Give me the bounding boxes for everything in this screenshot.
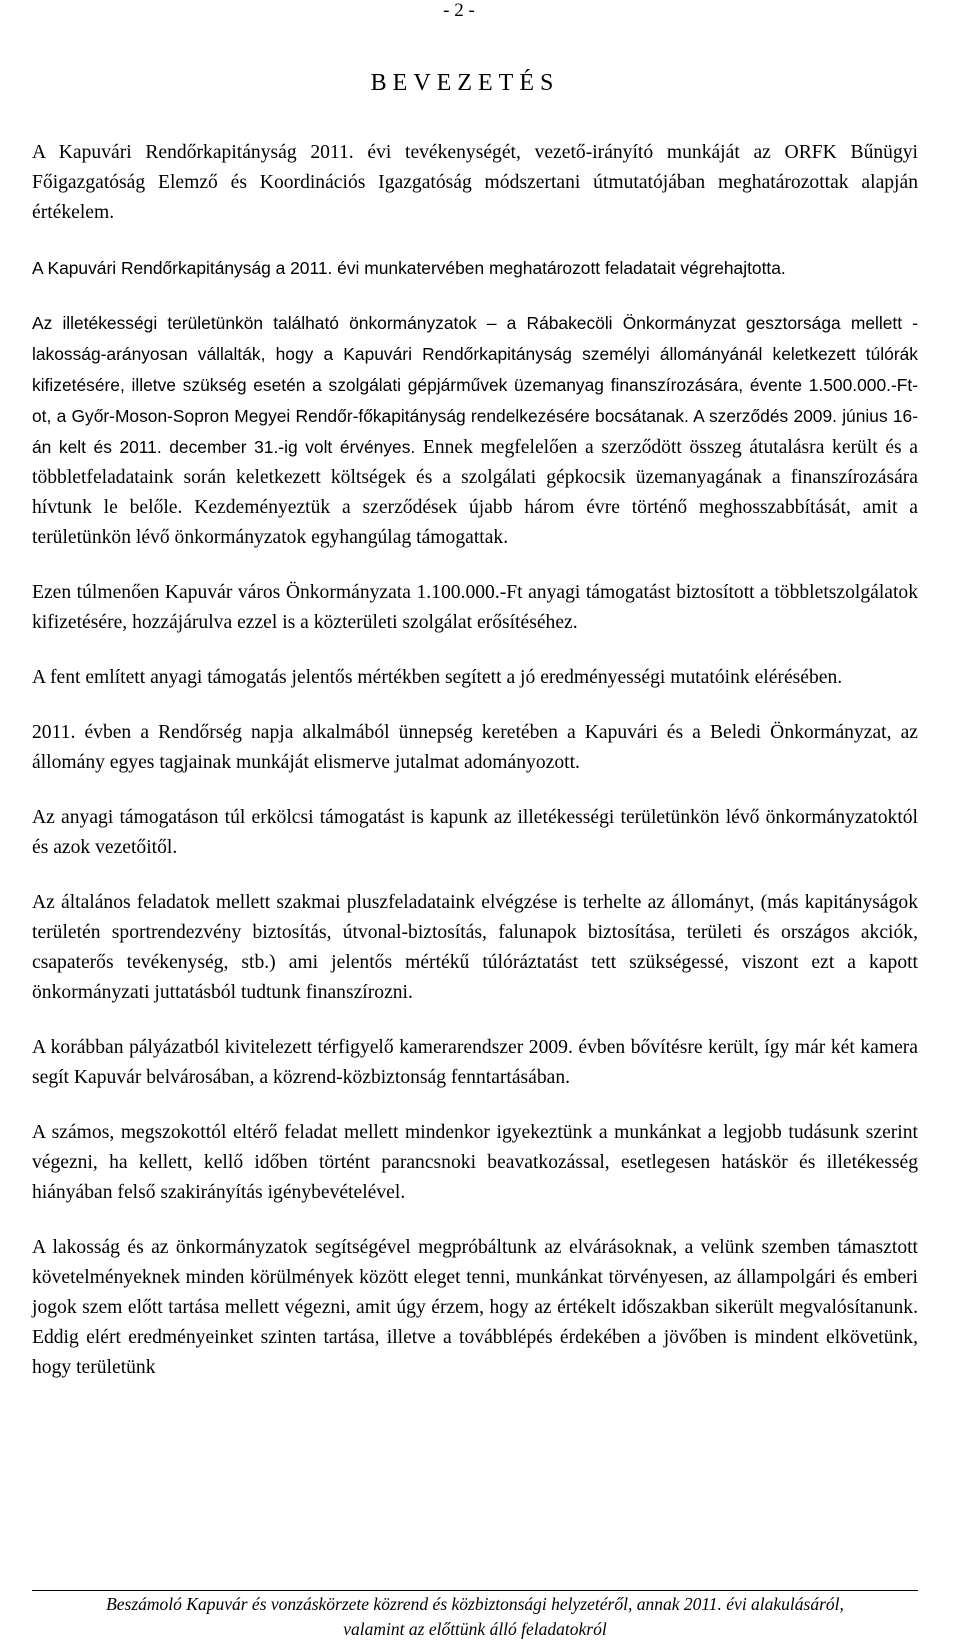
footer-line-2: valamint az előttünk álló feladatokról [343, 1619, 607, 1639]
footer-line-1: Beszámoló Kapuvár és vonzáskörzete közrend és közbiztonsági helyzetéről, annak 2011. évi alakulásáról, [106, 1594, 844, 1614]
paragraph-police-day: 2011. évben a Rendőrség napja alkalmából ünnepség keretében a Kapuvári és a Beledi Önkormányzat, az állomány egyes tagjainak munkáját elismerve jutalmat adományozott. [32, 722, 918, 773]
page-title: BEVEZETÉS [370, 70, 560, 96]
document-body [32, 138, 918, 1408]
paragraph-moral-support: Az anyagi támogatáson túl erkölcsi támogatást is kapunk az illetékességi területünkön lévő önkormányzatoktól és azok vezetőitől. [32, 807, 918, 858]
paragraph-municipal-support [32, 308, 918, 553]
paragraph-municipal-support-contract: Az illetékességi területünkön található önkormányzatok – a Rábakecöli Önkormányzat gesztorsága mellett - lakosság-arányosan vállalták, hogy a Kapuvári Rendőrkapitányság személyi állományánál keletkezett túlórák kifizetésére, illetve szükség esetén a szolgálati gépjárművek üzemanyag finanszírozására, évente 1.500.000.-Ft-ot, a Győr-Moson-Sopron Megyei Rendőr-főkapitányság rendelkezésére bocsátanak. A szerződés 2009. június 16-án kelt és 2011. december 31.-ig volt érvényes. [32, 313, 918, 457]
paragraph-work-plan: A Kapuvári Rendőrkapitányság a 2011. évi munkatervében meghatározott feladatait végrehajtotta. [32, 258, 786, 278]
paragraph-best-effort: A számos, megszokottól eltérő feladat mellett mindenkor igyekeztünk a munkánkat a legjobb tudásunk szerint végezni, ha kellett, kellő időben történt parancsnoki beavatkozással, esetlegesen hatáskör és illetékesség hiányában felső szakirányítás igénybevételével. [32, 1122, 918, 1203]
page-number: - 2 - [443, 0, 475, 21]
paragraph-extra-tasks: Az általános feladatok mellett szakmai pluszfeladataink elvégzése is terhelte az állományt, (más kapitányságok területén sportrendezvény biztosítás, útvonal-biztosítás, falunapok biztosítása, területi és országos akciók, csapaterős tevékenység, stb.) ami jelentős mértékű túlóráztatást tett szükségessé, viszont ezt a kapott önkormányzati juttatásból tudtunk finanszírozni. [32, 892, 918, 1003]
paragraph-support-impact: A fent említett anyagi támogatás jelentős mértékben segített a jó eredményességi mutatóink elérésében. [32, 667, 843, 688]
paragraph-evaluation-basis: A Kapuvári Rendőrkapitányság 2011. évi tevékenységét, vezető-irányító munkáját az ORFK Bűnügyi Főigazgatóság Elemző és Koordinációs Igazgatóság módszertani útmutatójában meghatározottak alapján értékelem. [32, 142, 918, 223]
paragraph-city-funding: Ezen túlmenően Kapuvár város Önkormányzata 1.100.000.-Ft anyagi támogatást biztosított a többletszolgálatok kifizetésére, hozzájárulva ezzel is a közterületi szolgálat erősítéséhez. [32, 582, 918, 633]
footer-divider [32, 1590, 918, 1591]
paragraph-camera-system: A korábban pályázatból kivitelezett térfigyelő kamerarendszer 2009. évben bővítésre került, így már két kamera segít Kapuvár belvárosában, a közrend-közbiztonság fenntartásában. [32, 1037, 918, 1088]
paragraph-municipal-support-extension: Ennek megfelelően a szerződött összeg átutalásra került és a többletfeladataink során keletkezett költségek és a szolgálati gépkocsik üzemanyagának a finanszírozására hívtunk le belőle. Kezdeményeztük a szerződések újabb három évre történő meghosszabbítását, amit a területünkön lévő önkormányzatok egyhangúlag támogattak. [32, 437, 918, 548]
paragraph-public-cooperation: A lakosság és az önkormányzatok segítségével megpróbáltunk az elvárásoknak, a velünk szemben támasztott követelményeknek minden körülmények között eleget tenni, munkánkat törvényesen, az állampolgári és emberi jogok szem előtt tartása mellett végezni, amit úgy érzem, hogy az értékelt időszakban sikerült megvalósítanunk. Eddig elért eredményeinket szinten tartása, illetve a továbblépés érdekében a jövőben is mindent elkövetünk, hogy területünk [32, 1237, 918, 1378]
page-footer [32, 1592, 918, 1642]
